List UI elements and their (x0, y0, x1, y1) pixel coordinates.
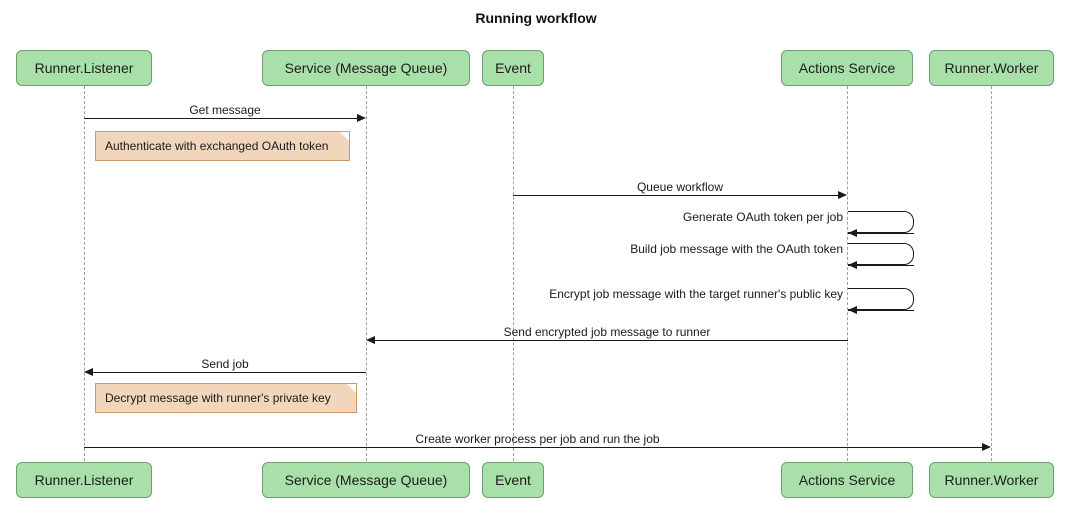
note-authenticate-oauth (95, 131, 350, 161)
arrow-head-right-icon (357, 114, 366, 122)
self-message-return-line (848, 265, 914, 266)
message-line-get-message (84, 118, 357, 119)
note-text: Decrypt message with runner's private key (105, 391, 331, 405)
lifeline-service-message-queue (366, 86, 367, 461)
message-line-send-job (93, 372, 366, 373)
message-label-send-job: Send job (201, 357, 249, 371)
message-label-build-job-message: Build job message with the OAuth token (630, 242, 843, 256)
actor-bottom-event[interactable]: Event (482, 462, 544, 498)
arrow-head-left-icon (848, 306, 857, 314)
message-label-create-worker-process: Create worker process per job and run the job (415, 432, 660, 446)
actor-top-actions-service[interactable]: Actions Service (781, 50, 913, 86)
note-fold-icon (340, 132, 349, 141)
message-label-generate-oauth-token: Generate OAuth token per job (682, 210, 843, 224)
arrow-head-right-icon (982, 443, 991, 451)
actor-bottom-service-message-queue[interactable]: Service (Message Queue) (262, 462, 470, 498)
message-label-send-encrypted-job-message: Send encrypted job message to runner (503, 325, 711, 339)
lifeline-actions-service (847, 86, 848, 461)
actor-bottom-actions-service[interactable]: Actions Service (781, 462, 913, 498)
self-message-loop-build-job-message (848, 243, 914, 265)
lifeline-runner-worker (991, 86, 992, 461)
actor-top-event[interactable]: Event (482, 50, 544, 86)
arrow-head-left-icon (84, 368, 93, 376)
note-text: Authenticate with exchanged OAuth token (105, 139, 329, 153)
message-label-get-message: Get message (189, 103, 261, 117)
actor-bottom-runner-worker[interactable]: Runner.Worker (929, 462, 1054, 498)
actor-bottom-runner-listener[interactable]: Runner.Listener (16, 462, 152, 498)
message-line-create-worker-process (84, 447, 982, 448)
message-line-send-encrypted-job-message (375, 340, 848, 341)
self-message-loop-encrypt-job-message (848, 288, 914, 310)
page-title: Running workflow (475, 10, 597, 26)
self-message-loop-generate-oauth-token (848, 211, 914, 233)
actor-top-runner-listener[interactable]: Runner.Listener (16, 50, 152, 86)
actor-top-service-message-queue[interactable]: Service (Message Queue) (262, 50, 470, 86)
lifeline-event (513, 86, 514, 461)
arrow-head-left-icon (848, 229, 857, 237)
message-line-queue-workflow (513, 195, 838, 196)
lifeline-runner-listener (84, 86, 85, 461)
message-label-queue-workflow: Queue workflow (636, 180, 724, 194)
note-fold-icon (347, 384, 356, 393)
note-decrypt-message (95, 383, 357, 413)
self-message-return-line (848, 310, 914, 311)
self-message-return-line (848, 233, 914, 234)
arrow-head-left-icon (848, 261, 857, 269)
arrow-head-left-icon (366, 336, 375, 344)
actor-top-runner-worker[interactable]: Runner.Worker (929, 50, 1054, 86)
message-label-encrypt-job-message: Encrypt job message with the target runner's public key (549, 287, 843, 301)
arrow-head-right-icon (838, 191, 847, 199)
